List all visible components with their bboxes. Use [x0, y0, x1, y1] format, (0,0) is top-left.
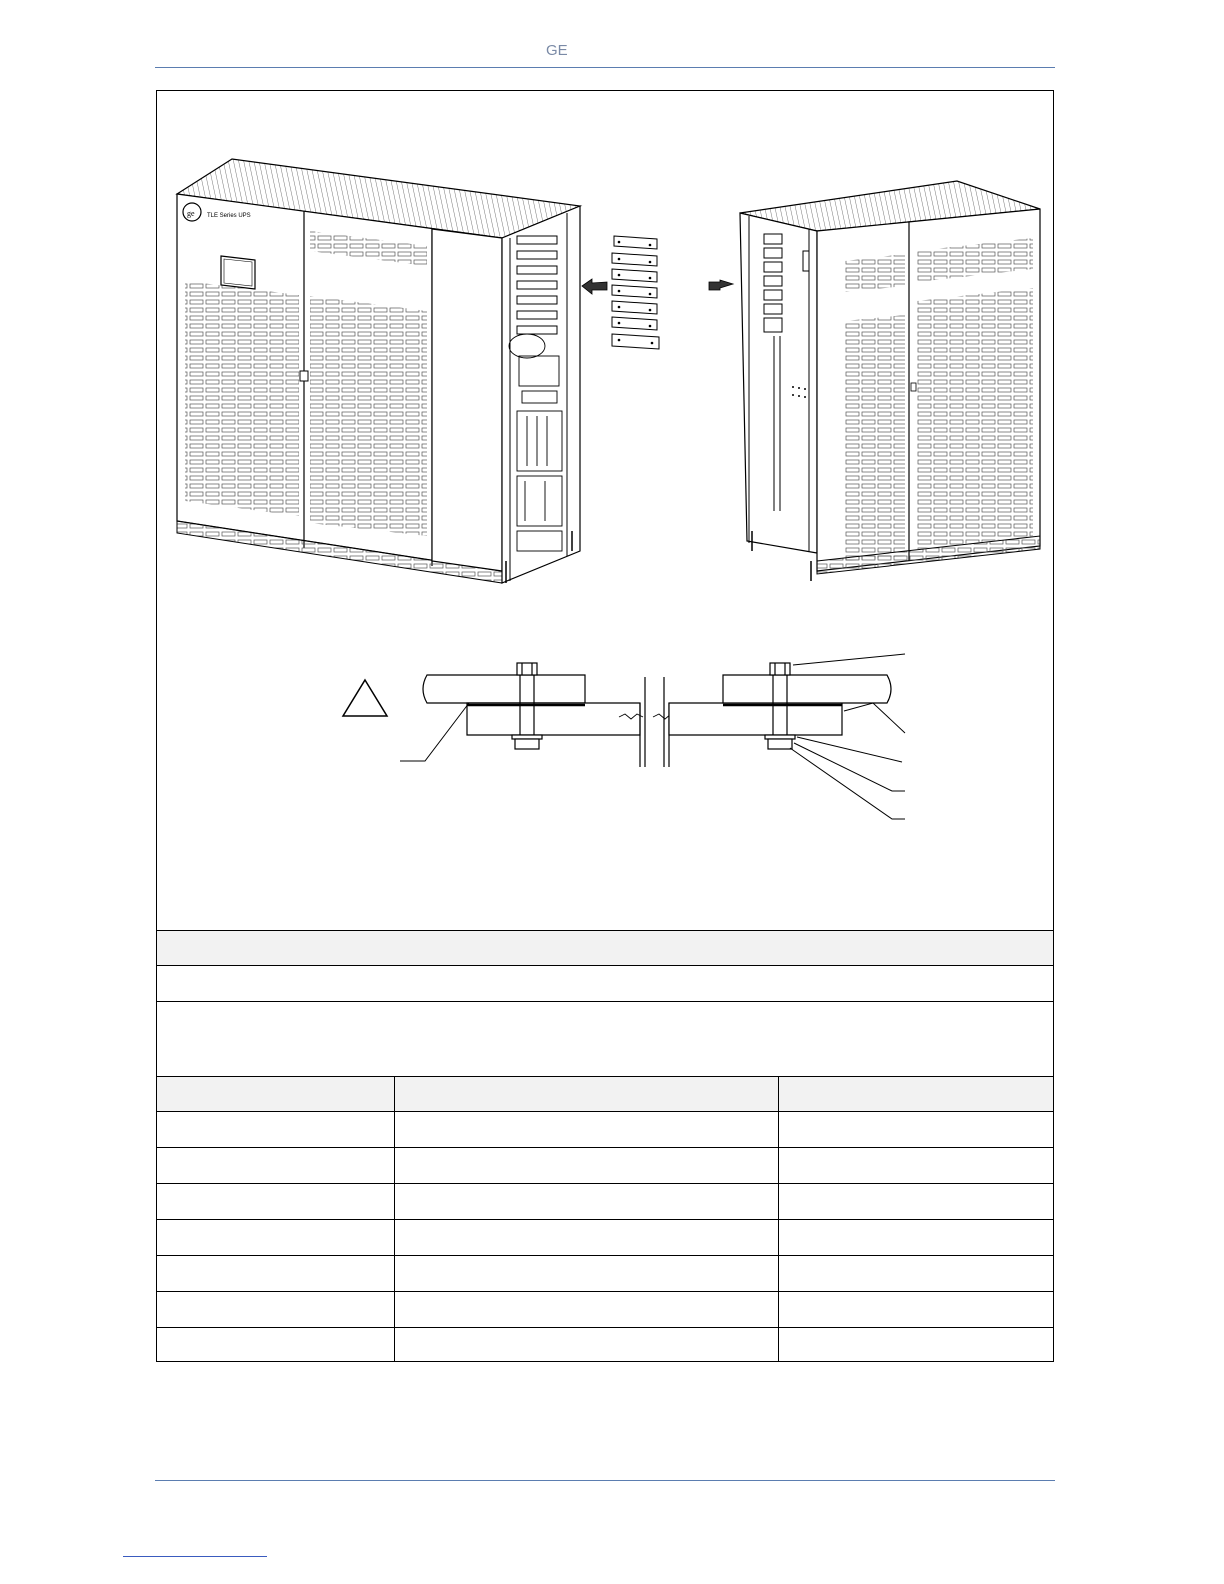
warning-triangle-icon [343, 680, 387, 716]
right-ups-cabinet [740, 181, 1040, 581]
footer-link-underline[interactable] [123, 1556, 267, 1557]
table-note [157, 1002, 1053, 1076]
table-cell [394, 1292, 778, 1327]
table-header-row [157, 1076, 1053, 1112]
table-cell [157, 1220, 394, 1255]
header-divider [155, 67, 1055, 68]
insert-arrow-right [709, 280, 733, 290]
table-column-divider [778, 1076, 779, 1362]
bus-bar-kit [612, 236, 659, 349]
table-cell [157, 1112, 394, 1147]
table-header-cell [394, 1077, 778, 1112]
footer-divider [155, 1480, 1055, 1481]
table-subtitle-row [157, 966, 1053, 1002]
table-row [157, 1147, 1053, 1183]
table-cell [394, 1148, 778, 1183]
table-row [157, 1183, 1053, 1219]
table-cell [394, 1328, 778, 1363]
table-cell [157, 1148, 394, 1183]
cabinet-logo-text: TLE Series UPS [207, 213, 251, 219]
table-row [157, 1327, 1053, 1363]
table-cell [157, 1292, 394, 1327]
table-cell [778, 1112, 1053, 1147]
table-cell [778, 1328, 1053, 1363]
table-cell [394, 1220, 778, 1255]
table-title [157, 931, 1053, 965]
table-cell [778, 1256, 1053, 1291]
busbar-joint-detail [343, 654, 905, 819]
installation-figure [157, 91, 1053, 929]
table-cell [778, 1148, 1053, 1183]
table-subtitle [157, 966, 1053, 1001]
table-cell [778, 1184, 1053, 1219]
busbar-table [157, 1076, 1053, 1362]
table-title-row [157, 930, 1053, 966]
table-cell [157, 1184, 394, 1219]
table-cell [394, 1256, 778, 1291]
svg-text:ge: ge [187, 209, 195, 218]
table-column-divider [394, 1076, 395, 1362]
table-note-row [157, 1002, 1053, 1076]
table-row [157, 1255, 1053, 1291]
table-cell [394, 1184, 778, 1219]
table-cell [157, 1256, 394, 1291]
table-cell [157, 1328, 394, 1363]
insert-arrow-left [582, 279, 607, 294]
table-cell [778, 1292, 1053, 1327]
table-cell [394, 1112, 778, 1147]
left-ups-cabinet [177, 159, 580, 583]
table-header-cell [778, 1077, 1053, 1112]
table-row [157, 1219, 1053, 1255]
header-brand: GE [546, 42, 568, 59]
table-cell [778, 1220, 1053, 1255]
table-header-cell [157, 1077, 394, 1112]
table-row [157, 1291, 1053, 1327]
table-row [157, 1111, 1053, 1147]
